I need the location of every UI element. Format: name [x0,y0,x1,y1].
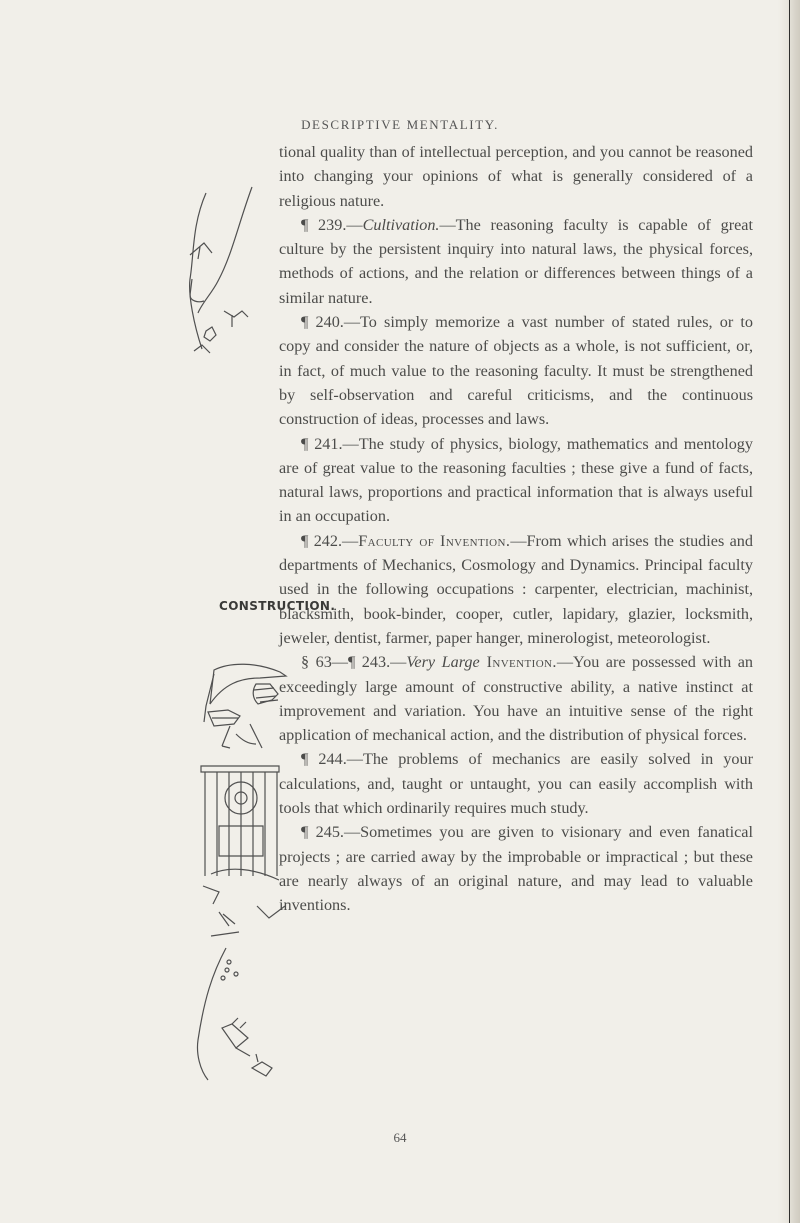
paragraph-heading-italic: Very Large [406,653,480,672]
paragraph-continuation [279,140,753,213]
paragraph-242 [279,529,753,650]
paragraph-heading: Invention. [479,653,557,672]
paragraph-text: —The reasoning faculty is capable of great culture by the persistent inquiry into natural laws, the physical forces, methods of actions, and the relation or differences between things of a similar nature. [279,215,753,307]
margin-label: CONSTRUCTION. [219,599,336,613]
paragraph-number: ¶ 239.— [301,215,363,234]
paragraph-number: ¶ 245. [301,823,344,842]
paragraph-text: —From which arises the studies and departments of Mechanics, Cosmology and Dynamics. Principal faculty used in the following occupations : carpenter, electrician, machinist, blacksmith, book-binder, cooper, cutler, lapidary, glazier, locksmith, jeweler, dentist, farmer, paper hanger, minerologist, meteorologist. [279,531,753,647]
paragraph-text: —To simply memorize a vast number of stated rules, or to copy and consider the nature of objects as a whole, is not sufficient, or, in fact, of much value to the reasoning faculty. It must be strengthened by self-observation and careful criticisms, and the continuous construction of ideas, processes and laws. [279,313,753,429]
mechanism-illustration [199,756,289,942]
paragraph-heading: Cultivation. [362,215,440,234]
paragraph-number: ¶ 242.— [301,531,359,550]
paragraph-text: —The problems of mechanics are easily solved in your calculations, and, taught or untaught, you can easily accomplish with tools that which ordinarily requires much study. [279,750,753,818]
paragraph-heading: Faculty of Invention. [358,531,511,550]
paragraph-243 [279,650,753,747]
paragraph-245 [279,820,753,917]
body-text [279,140,753,918]
paragraph-text: tional quality than of intellectual perception, and you cannot be reasoned into changing your opinions of what is generally considered of a religious nature. [279,143,753,210]
tools-illustration [200,664,290,752]
paragraph-text: —You are possessed with an exceedingly large amount of constructive ability, a native instinct at improvement and variation. You have an intuitive sense of the right application of mechanical action, and the distribution of physical forces. [279,653,753,745]
paragraph-241 [279,432,753,529]
paragraph-number: § 63—¶ 243.— [301,653,407,672]
paragraph-244 [279,747,753,820]
paragraph-text: —Sometimes you are given to visionary and even fanatical projects ; are carried away by the improbable or impractical ; but these are nearly always of an original nature, and may lead to valuable inventions. [279,823,753,915]
lower-margin-symbol [196,944,286,1084]
paragraph-number: ¶ 241. [301,434,343,453]
margin-symbol-illustration [188,185,278,355]
paragraph-239 [279,213,753,310]
paragraph-number: ¶ 244. [301,750,347,769]
paragraph-240 [279,310,753,431]
paragraph-number: ¶ 240. [301,313,344,332]
page-number: 64 [393,1130,407,1145]
page-edge-line [789,0,790,1223]
running-head: DESCRIPTIVE MENTALITY. [301,117,499,132]
paragraph-text: —The study of physics, biology, mathematics and mentology are of great value to the reasoning faculties ; these give a fund of facts, natural laws, proportions and practical information that is always useful in an occupation. [279,434,753,526]
